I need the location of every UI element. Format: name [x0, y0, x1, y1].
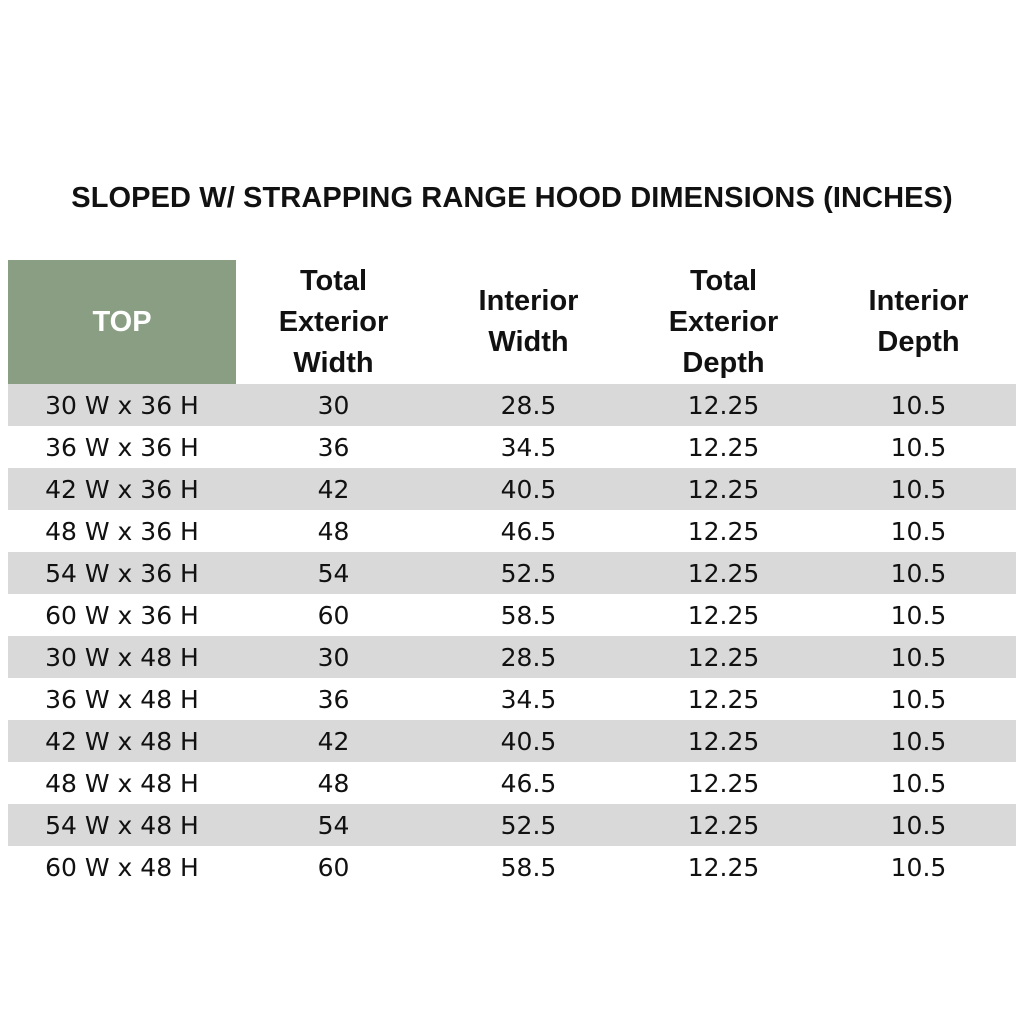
dimensions-table	[8, 260, 1016, 888]
cell-total-exterior-width: 60	[317, 600, 350, 630]
cell-interior-width: 34.5	[500, 684, 557, 714]
cell-total-exterior-width: 54	[236, 552, 431, 594]
cell-interior-depth: 10.5	[821, 384, 1016, 426]
cell-total-exterior-width: 42	[236, 720, 431, 762]
cell-total-exterior-depth: 12.25	[687, 432, 760, 462]
cell-interior-depth: 10.5	[821, 720, 1016, 762]
table-row	[8, 636, 1016, 678]
cell-total-exterior-depth: 12.25	[626, 552, 821, 594]
table-row	[8, 384, 1016, 426]
cell-interior-depth: 10.5	[890, 600, 947, 630]
cell-total-exterior-depth: 12.25	[626, 468, 821, 510]
cell-top-size: 42 W x 48 H	[8, 720, 236, 762]
cell-total-exterior-depth: 12.25	[687, 768, 760, 798]
cell-interior-depth: 10.5	[890, 516, 947, 546]
cell-top-size: 48 W x 48 H	[45, 768, 199, 798]
header-line: Width	[293, 346, 374, 379]
cell-top-size: 48 W x 36 H	[45, 516, 199, 546]
cell-total-exterior-width: 30	[236, 636, 431, 678]
cell-total-exterior-width: 42	[236, 468, 431, 510]
cell-interior-width: 52.5	[431, 804, 626, 846]
header-line: Exterior	[668, 305, 779, 338]
header-line: Total	[689, 264, 758, 297]
cell-interior-width: 34.5	[500, 432, 557, 462]
cell-interior-width: 40.5	[431, 468, 626, 510]
table-row	[8, 552, 1016, 594]
cell-top-size: 54 W x 36 H	[8, 552, 236, 594]
cell-top-size: 60 W x 36 H	[45, 600, 199, 630]
cell-top-size: 30 W x 36 H	[8, 384, 236, 426]
table-row	[8, 426, 1016, 468]
cell-interior-width: 28.5	[431, 384, 626, 426]
header-line: Width	[488, 326, 569, 358]
page-title: SLOPED W/ STRAPPING RANGE HOOD DIMENSIONS (INCHES)	[71, 182, 953, 214]
header-interior-depth	[821, 260, 1016, 384]
header-total-exterior-width	[236, 260, 431, 384]
cell-interior-width: 28.5	[431, 636, 626, 678]
table-row	[8, 804, 1016, 846]
dimensions-table-container	[8, 260, 1016, 888]
table-row	[8, 468, 1016, 510]
cell-interior-depth: 10.5	[890, 768, 947, 798]
table-row	[8, 762, 1016, 804]
header-top	[8, 260, 236, 384]
cell-interior-depth: 10.5	[821, 552, 1016, 594]
header-line: Depth	[682, 346, 765, 379]
cell-interior-width: 52.5	[431, 552, 626, 594]
cell-total-exterior-depth: 12.25	[626, 384, 821, 426]
cell-total-exterior-depth: 12.25	[687, 852, 760, 882]
cell-total-exterior-depth: 12.25	[687, 516, 760, 546]
header-line: Depth	[877, 326, 960, 358]
header-top-line: TOP	[92, 305, 152, 338]
table-row	[8, 594, 1016, 636]
cell-interior-depth: 10.5	[890, 432, 947, 462]
table-row	[8, 510, 1016, 552]
cell-total-exterior-width: 48	[317, 516, 350, 546]
header-line: Total	[299, 264, 368, 297]
cell-interior-width: 58.5	[500, 600, 557, 630]
cell-total-exterior-depth: 12.25	[626, 636, 821, 678]
cell-interior-width: 40.5	[431, 720, 626, 762]
table-row	[8, 720, 1016, 762]
cell-total-exterior-depth: 12.25	[687, 684, 760, 714]
table-header	[8, 260, 1016, 384]
cell-interior-depth: 10.5	[821, 468, 1016, 510]
header-line: Interior	[868, 285, 969, 317]
cell-interior-width: 58.5	[500, 852, 557, 882]
cell-total-exterior-width: 48	[317, 768, 350, 798]
cell-interior-width: 46.5	[500, 516, 557, 546]
cell-top-size: 36 W x 48 H	[45, 684, 199, 714]
cell-interior-depth: 10.5	[890, 684, 947, 714]
cell-interior-width: 46.5	[500, 768, 557, 798]
cell-total-exterior-width: 54	[236, 804, 431, 846]
table-row	[8, 846, 1016, 888]
cell-total-exterior-depth: 12.25	[687, 600, 760, 630]
cell-total-exterior-width: 36	[317, 432, 350, 462]
cell-top-size: 42 W x 36 H	[8, 468, 236, 510]
header-row	[8, 260, 1016, 384]
cell-interior-depth: 10.5	[890, 852, 947, 882]
header-total-exterior-depth	[626, 260, 821, 384]
cell-top-size: 60 W x 48 H	[45, 852, 199, 882]
cell-interior-depth: 10.5	[821, 804, 1016, 846]
header-line: Interior	[478, 285, 579, 317]
cell-top-size: 30 W x 48 H	[8, 636, 236, 678]
table-body	[8, 384, 1016, 888]
header-interior-width	[431, 260, 626, 384]
cell-total-exterior-depth: 12.25	[626, 804, 821, 846]
cell-top-size: 54 W x 48 H	[8, 804, 236, 846]
cell-total-exterior-depth: 12.25	[626, 720, 821, 762]
cell-total-exterior-width: 30	[236, 384, 431, 426]
cell-total-exterior-width: 60	[317, 852, 350, 882]
table-row	[8, 678, 1016, 720]
cell-top-size: 36 W x 36 H	[45, 432, 199, 462]
header-line: Exterior	[278, 305, 389, 338]
cell-total-exterior-width: 36	[317, 684, 350, 714]
cell-interior-depth: 10.5	[821, 636, 1016, 678]
